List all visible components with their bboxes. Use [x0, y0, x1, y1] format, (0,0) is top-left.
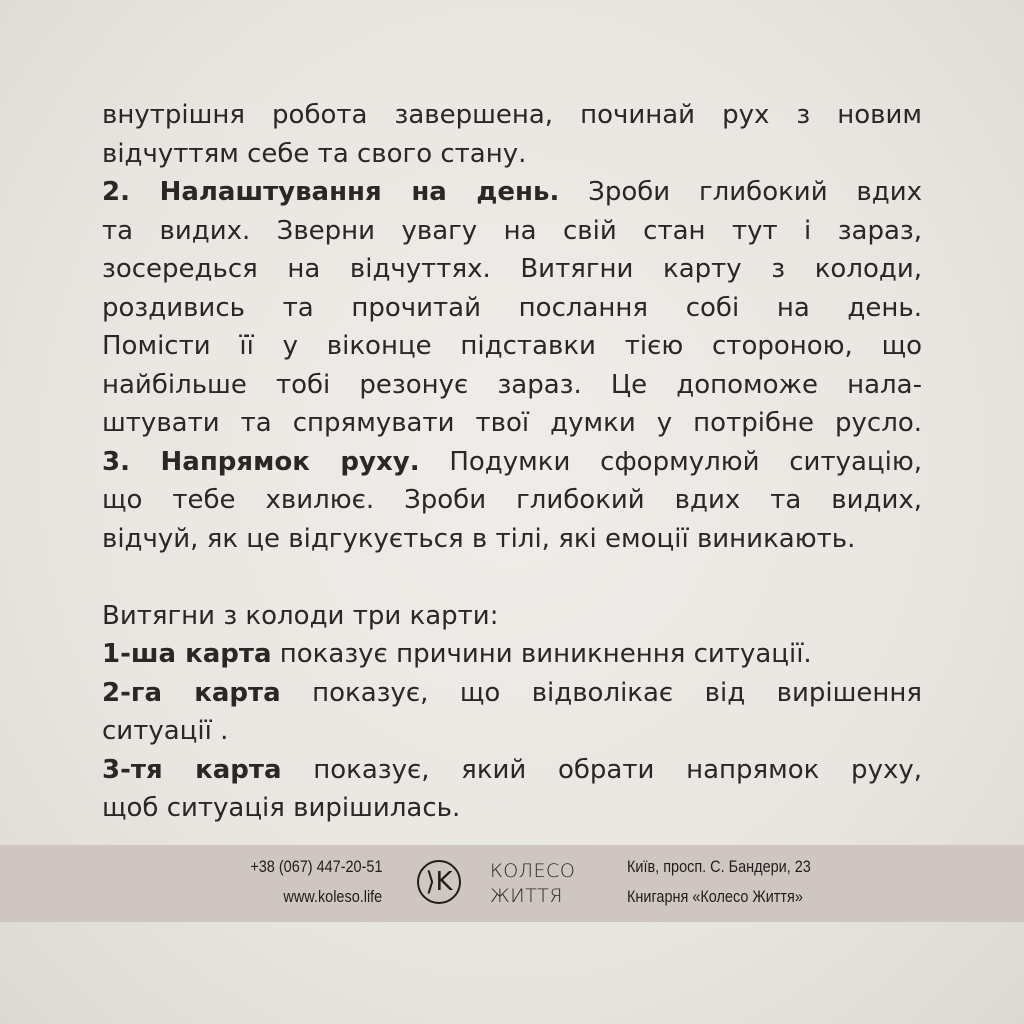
text-segment: штувати та спрямувати твої думки у потрібне русло.	[102, 408, 922, 438]
bold-heading: 2. Налаштування на день.	[102, 177, 560, 207]
address: Київ, просп. С. Бандери, 23	[627, 857, 811, 876]
text-segment: показує причини виникнення ситуації.	[271, 639, 812, 669]
text-line	[102, 327, 922, 366]
text-line	[102, 443, 922, 482]
text-segment: внутрішня робота завершена, починай рух з новим	[102, 100, 922, 130]
text-segment: Подумки сформулюй ситуацію,	[419, 446, 922, 477]
text-line	[102, 558, 922, 597]
brand-name-line2: ЖИТТЯ	[490, 885, 564, 907]
text-segment: що тебе хвилює. Зроби глибокий вдих та видих,	[102, 485, 922, 515]
text-segment: та видих. Зверни увагу на свій стан тут і зараз,	[102, 215, 922, 246]
text-line	[102, 173, 922, 212]
text-segment: показує, що відволікає від вирішення	[280, 677, 922, 708]
text-line	[102, 520, 922, 559]
text-line	[102, 597, 922, 636]
text-segment: щоб ситуація вирішилась.	[102, 793, 461, 823]
text-segment: Помісти її у віконце підставки тією стороною, що	[102, 331, 922, 361]
text-segment: ситуації .	[102, 716, 229, 746]
text-line	[102, 404, 922, 443]
bold-heading: 1-ша карта	[102, 639, 272, 669]
phone-number: +38 (067) 447-20-51	[249, 857, 382, 876]
koleso-logo-icon: ⟩K	[417, 860, 461, 904]
text-segment: найбільше тобі резонує зараз. Це допоможе нала-	[102, 369, 922, 400]
website-link: www.koleso.life	[283, 887, 382, 906]
bookshop-name: Книгарня «Колесо Життя»	[627, 887, 803, 906]
footer-band	[0, 845, 1024, 922]
bold-heading: 2-га карта	[102, 677, 281, 708]
instruction-text	[102, 96, 922, 828]
text-segment: відчуттям себе та свого стану.	[102, 138, 527, 169]
text-line	[102, 289, 922, 328]
bold-heading: 3-тя карта	[102, 754, 282, 785]
text-line	[102, 789, 922, 828]
brand-name-line1: КОЛЕСО	[490, 860, 576, 882]
text-line	[102, 712, 922, 751]
text-line	[102, 674, 922, 713]
text-segment: зосередься на відчуттях. Витягни карту з колоди,	[102, 254, 922, 284]
text-line	[102, 135, 922, 174]
text-segment: показує, який обрати напрямок руху,	[281, 754, 922, 785]
text-line	[102, 96, 922, 135]
text-line	[102, 212, 922, 251]
bold-heading: 3. Напрямок руху.	[102, 446, 420, 477]
text-segment: роздивись та прочитай послання собі на день.	[102, 292, 922, 323]
text-line	[102, 481, 922, 520]
text-segment: Витягни з колоди три карти:	[102, 600, 499, 631]
text-line	[102, 635, 922, 674]
text-segment: Зроби глибокий вдих	[559, 177, 922, 207]
text-line	[102, 366, 922, 405]
text-line	[102, 751, 922, 790]
text-segment: відчуй, як це відгукується в тілі, які емоції виникають.	[102, 523, 856, 554]
text-line	[102, 250, 922, 289]
